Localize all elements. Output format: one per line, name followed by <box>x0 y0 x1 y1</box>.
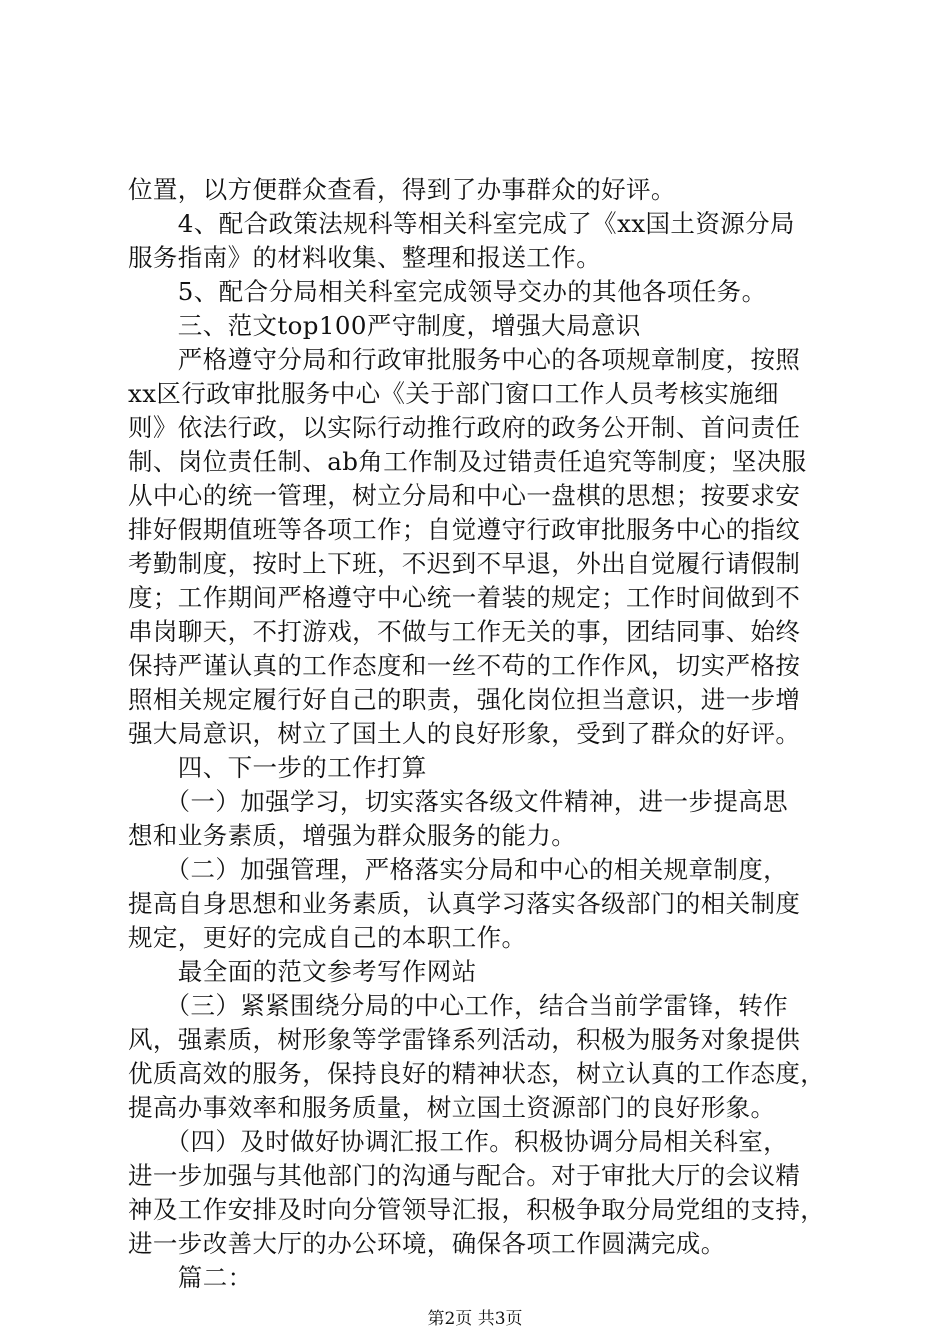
text-line: 规定，更好的完成自己的本职工作。 <box>128 923 527 952</box>
text-line: 提高自身思想和业务素质，认真学习落实各级部门的相关制度 <box>128 889 801 918</box>
text-line: 制、岗位责任制、ab角工作制及过错责任追究等制度；坚决服 <box>128 447 807 476</box>
text-line: 串岗聊天，不打游戏，不做与工作无关的事，团结同事、始终 <box>128 617 801 646</box>
text-line: 5、配合分局相关科室完成领导交办的其他各项任务。 <box>128 277 767 306</box>
text-line: 考勤制度，按时上下班，不迟到不早退，外出自觉履行请假制 <box>128 549 801 578</box>
page-number: 第2页 共3页 <box>427 1309 523 1329</box>
text-line: （三）紧紧围绕分局的中心工作，结合当前学雷锋，转作 <box>128 991 789 1020</box>
text-line: 则》依法行政，以实际行动推行政府的政务公开制、首问责任 <box>128 413 801 442</box>
text-line: 4、配合政策法规科等相关科室完成了《xx国土资源分局 <box>128 209 795 238</box>
section-heading: 篇二： <box>128 1263 253 1292</box>
text-line: 服务指南》的材料收集、整理和报送工作。 <box>128 243 602 272</box>
section-heading: 四、下一步的工作打算 <box>128 753 427 782</box>
text-line: xx区行政审批服务中心《关于部门窗口工作人员考核实施细 <box>128 379 779 408</box>
text-line: 强大局意识，树立了国土人的良好形象，受到了群众的好评。 <box>128 719 801 748</box>
text-line: 风，强素质，树形象等学雷锋系列活动，积极为服务对象提供 <box>128 1025 801 1054</box>
text-line: （四）及时做好协调汇报工作。积极协调分局相关科室， <box>128 1127 789 1156</box>
text-line: 严格遵守分局和行政审批服务中心的各项规章制度，按照 <box>128 345 801 374</box>
text-line: 排好假期值班等各项工作；自觉遵守行政审批服务中心的指纹 <box>128 515 801 544</box>
text-line: 度；工作期间严格遵守中心统一着装的规定；工作时间做到不 <box>128 583 801 612</box>
text-line: 保持严谨认真的工作态度和一丝不苟的工作作风，切实严格按 <box>128 651 801 680</box>
text-line: 从中心的统一管理，树立分局和中心一盘棋的思想；按要求安 <box>128 481 801 510</box>
text-line: 照相关规定履行好自己的职责，强化岗位担当意识，进一步增 <box>128 685 801 714</box>
text-line: 提高办事效率和服务质量，树立国土资源部门的良好形象。 <box>128 1093 776 1122</box>
text-line: 优质高效的服务，保持良好的精神状态，树立认真的工作态度， <box>128 1059 826 1088</box>
text-line: 想和业务素质，增强为群众服务的能力。 <box>128 821 577 850</box>
text-line: 进一步加强与其他部门的沟通与配合。对于审批大厅的会议精 <box>128 1161 801 1190</box>
text-line: （一）加强学习，切实落实各级文件精神，进一步提高思 <box>128 787 789 816</box>
text-line: （二）加强管理，严格落实分局和中心的相关规章制度， <box>128 855 789 884</box>
text-line: 神及工作安排及时向分管领导汇报，积极争取分局党组的支持， <box>128 1195 826 1224</box>
text-line: 最全面的范文参考写作网站 <box>128 957 477 986</box>
section-heading: 三、范文top100严守制度，增强大局意识 <box>128 311 641 340</box>
text-line: 进一步改善大厅的办公环境，确保各项工作圆满完成。 <box>128 1229 726 1258</box>
text-line: 位置，以方便群众查看，得到了办事群众的好评。 <box>128 175 676 204</box>
